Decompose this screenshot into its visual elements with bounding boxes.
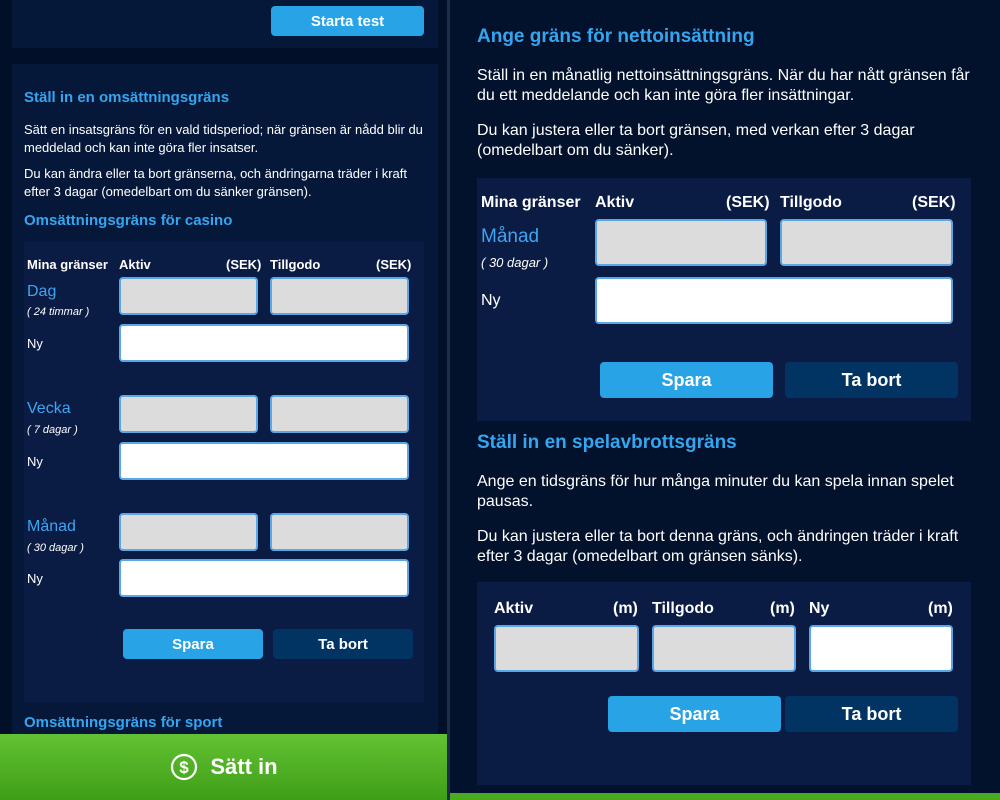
month-balance-field[interactable] [270,513,409,551]
net-header-active: Aktiv [595,194,635,211]
net-deposit-description: Ställ in en månatlig nettoinsättningsgräns. När du har nått gränsen får du ett meddelande och kan inte göra fler insättningar. [477,67,970,104]
week-new-field[interactable] [119,442,409,480]
period-day-duration: ( 24 timmar ) [27,306,90,318]
play-break-table [477,582,971,785]
net-new-field[interactable] [595,277,953,324]
net-new-label: Ny [481,292,501,309]
start-test-button[interactable]: Starta test [271,6,424,36]
month-active-field[interactable] [119,513,258,551]
break-new-field[interactable] [809,625,953,672]
break-header-active-unit: (m) [613,600,638,617]
play-break-description: Ange en tidsgräns för hur många minuter du kan spela innan spelet pausas. [477,473,954,510]
month-new-field[interactable] [119,559,409,597]
net-remove-button[interactable]: Ta bort [785,362,958,398]
period-month: Månad [27,518,76,535]
week-active-field[interactable] [119,395,258,433]
dollar-circle-icon [170,753,198,781]
week-balance-field[interactable] [270,395,409,433]
break-header-balance: Tillgodo [652,600,714,617]
net-header-active-unit: (SEK) [726,194,770,211]
break-header-new: Ny [809,600,830,617]
play-break-change-info: Du kan justera eller ta bort denna gräns, och ändringen träder i kraft efter 3 dagar (omedelbart om gränsen sänks). [477,528,959,565]
play-break-title: Ställ in en spelavbrottsgräns [477,432,737,453]
svg-text:$: $ [179,758,190,777]
sport-limit-title: Omsättningsgräns för sport [24,714,223,731]
deposit-bar-edge [450,793,1000,800]
break-header-active: Aktiv [494,600,534,617]
month-new-label: Ny [27,571,43,586]
break-save-button[interactable]: Spara [608,696,781,732]
net-header-balance: Tillgodo [780,194,842,211]
net-deposit-title: Ange gräns för nettoinsättning [477,26,755,47]
casino-limit-title: Omsättningsgräns för casino [24,212,233,229]
turnover-change-info: Du kan ändra eller ta bort gränserna, och ändringarna träder i kraft efter 3 dagar (omedelbart om du sänker gränsen). [24,166,407,199]
header-active-unit: (SEK) [226,257,262,272]
net-header-my-limits: Mina gränser [481,194,581,211]
net-deposit-change-info: Du kan justera eller ta bort gränsen, med verkan efter 3 dagar (omedelbart om du sänker). [477,122,915,159]
net-active-field[interactable] [595,219,767,266]
net-header-balance-unit: (SEK) [912,194,956,211]
casino-remove-button[interactable]: Ta bort [273,629,413,659]
period-day: Dag [27,283,57,300]
period-week: Vecka [27,400,71,417]
day-balance-field[interactable] [270,277,409,315]
net-deposit-panel [450,0,1000,800]
net-period-month: Månad [481,226,540,247]
period-month-duration: ( 30 dagar ) [27,542,84,554]
turnover-limit-panel [0,0,448,800]
period-week-duration: ( 7 dagar ) [27,424,78,436]
section-title: Ställ in en omsättningsgräns [24,89,230,106]
deposit-button[interactable] [0,734,448,800]
break-balance-field[interactable] [652,625,796,672]
header-active: Aktiv [119,257,151,272]
header-balance: Tillgodo [270,257,321,272]
break-active-field[interactable] [494,625,639,672]
net-balance-field[interactable] [780,219,953,266]
header-my-limits: Mina gränser [27,257,108,272]
header-balance-unit: (SEK) [376,257,412,272]
net-period-month-duration: ( 30 dagar ) [481,255,549,270]
turnover-description: Sätt en insatsgräns för en vald tidsperiod; när gränsen är nådd blir du meddelad och kan inte göra fler insatser. [24,122,423,155]
week-new-label: Ny [27,454,43,469]
break-remove-button[interactable]: Ta bort [785,696,958,732]
day-active-field[interactable] [119,277,258,315]
day-new-label: Ny [27,336,43,351]
net-save-button[interactable]: Spara [600,362,773,398]
break-header-balance-unit: (m) [770,600,795,617]
casino-save-button[interactable]: Spara [123,629,263,659]
day-new-field[interactable] [119,324,409,362]
deposit-label: Sätt in [210,754,278,779]
break-header-new-unit: (m) [928,600,953,617]
